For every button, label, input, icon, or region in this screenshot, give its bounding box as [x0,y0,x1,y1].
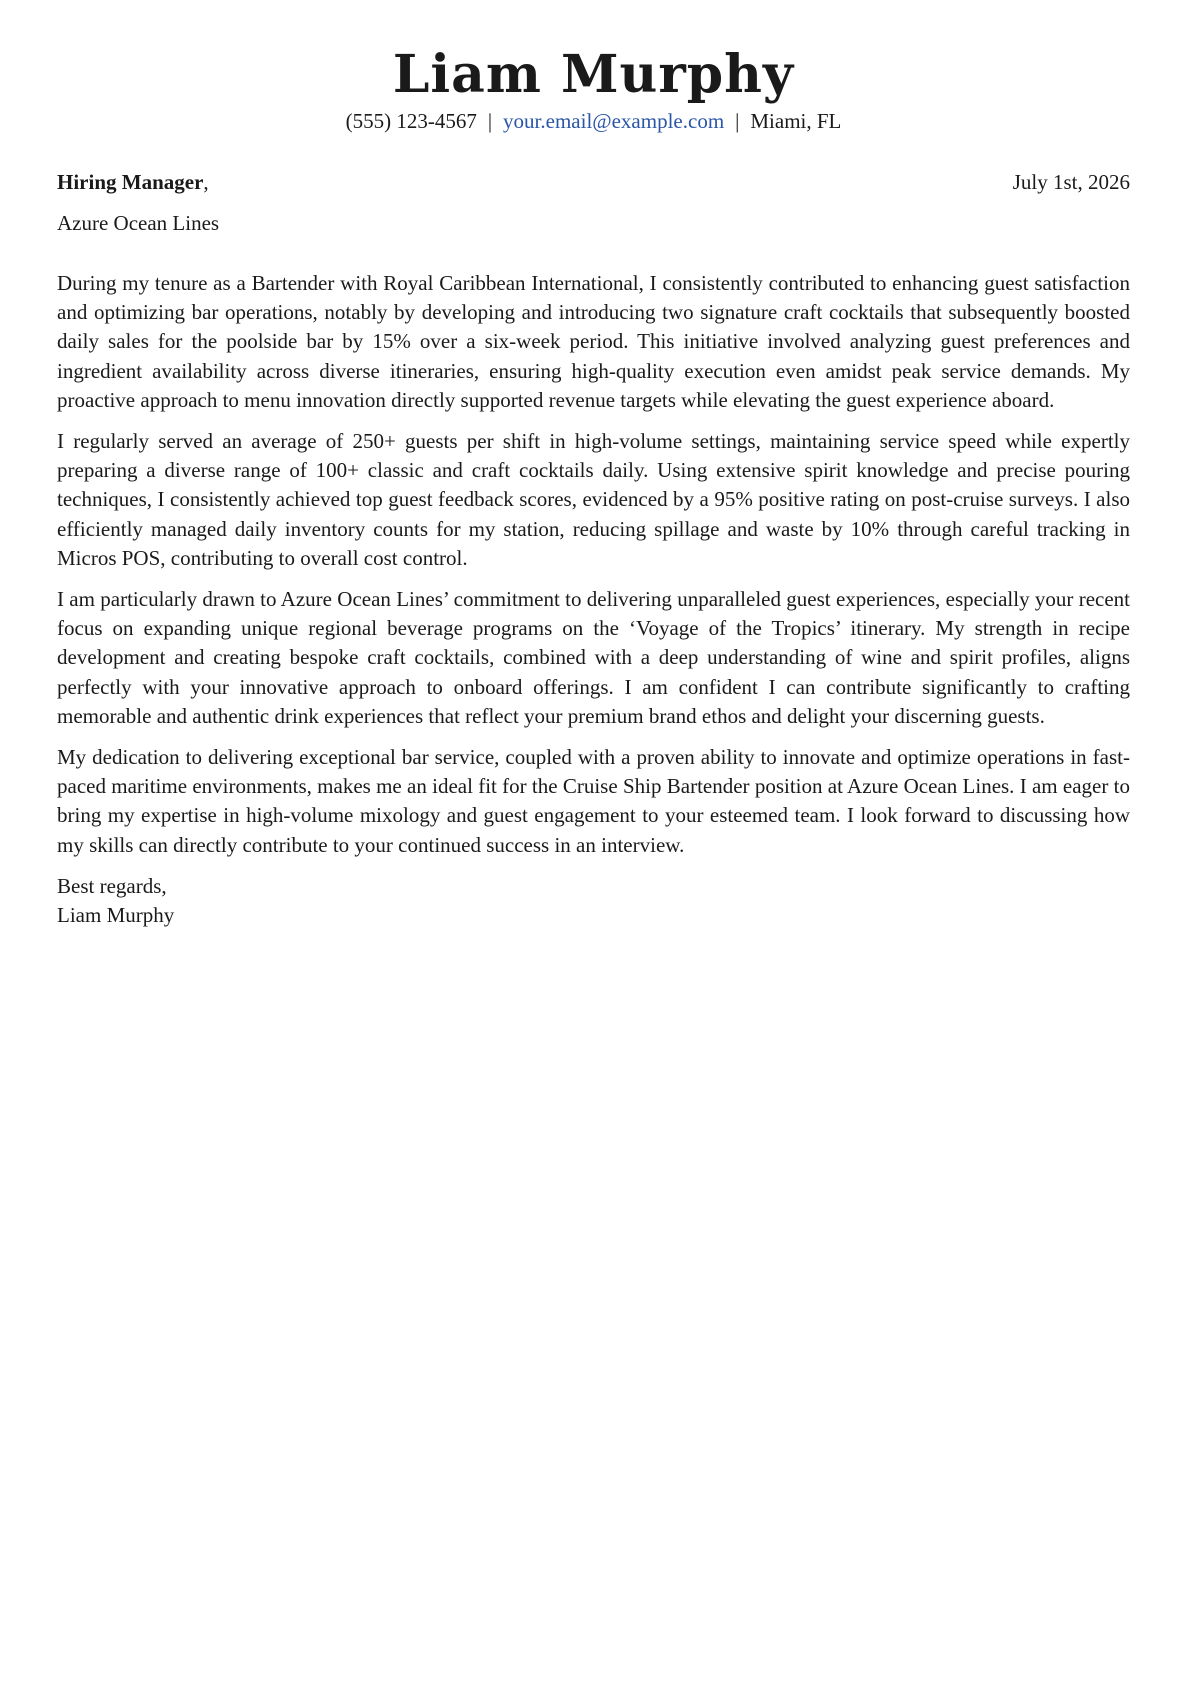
body-paragraph: I am particularly drawn to Azure Ocean Lines’ commitment to delivering unparalleled guest experiences, especially your recent focus on expanding unique regional beverage programs on the ‘Voyage of the Tropics’ itinerary. My strength in recipe development and creating bespoke craft cocktails, combined with a deep understanding of wine and spirit profiles, aligns perfectly with your innovative approach to onboard offerings. I am confident I can contribute significantly to crafting memorable and authentic drink experiences that reflect your premium brand ethos and delight your discerning guests. [57,587,1130,728]
letter-closing [57,872,1130,930]
contact-separator: | [487,109,493,133]
letter-body [57,269,1130,860]
letter-date: July 1st, 2026 [1012,170,1130,194]
recipient-company: Azure Ocean Lines [57,211,220,235]
contact-line [57,107,1130,135]
phone-number: (555) 123-4567 [345,109,477,133]
body-paragraph: I regularly served an average of 250+ guests per shift in high-volume settings, maintaining service speed while expertly preparing a diverse range of 100+ classic and craft cocktails daily. Using extensive spirit knowledge and precise pouring techniques, I consistently achieved top guest feedback scores, evidenced by a 95% positive rating on post-cruise surveys. I also efficiently managed daily inventory counts for my station, reducing spillage and waste by 10% through careful tracking in Micros POS, contributing to overall cost control. [57,429,1130,570]
location: Miami, FL [750,109,842,133]
closing-salutation: Best regards, [57,873,167,898]
email-link[interactable]: your.email@example.com [503,109,725,133]
recipient-title: Hiring Manager [57,170,204,194]
recipient-greeting [57,168,209,196]
cover-letter-page [57,0,1130,930]
letter-header [57,45,1130,135]
contact-separator: | [735,109,740,133]
recipient-title-suffix: , [203,170,209,194]
recipient-row [57,168,1130,196]
body-paragraph: During my tenure as a Bartender with Royal Caribbean International, I consistently contributed to enhancing guest satisfaction and optimizing bar operations, notably by developing and introducing two signature craft cocktails that subsequently boosted daily sales for the poolside bar by 15% over a six-week period. This initiative involved analyzing guest preferences and ingredient availability across diverse itineraries, ensuring high-quality execution even amidst peak service demands. My proactive approach to menu innovation directly supported revenue targets while elevating the guest experience aboard. [57,271,1130,412]
body-paragraph: My dedication to delivering exceptional bar service, coupled with a proven ability to innovate and optimize operations in fast-paced maritime environments, makes me an ideal fit for the Cruise Ship Bartender position at Azure Ocean Lines. I am eager to bring my expertise in high-volume mixology and guest engagement to your esteemed team. I look forward to discussing how my skills can directly contribute to your continued success in an interview. [57,745,1130,857]
closing-signature: Liam Murphy [57,902,175,927]
applicant-name: Liam Murphy [392,44,795,105]
